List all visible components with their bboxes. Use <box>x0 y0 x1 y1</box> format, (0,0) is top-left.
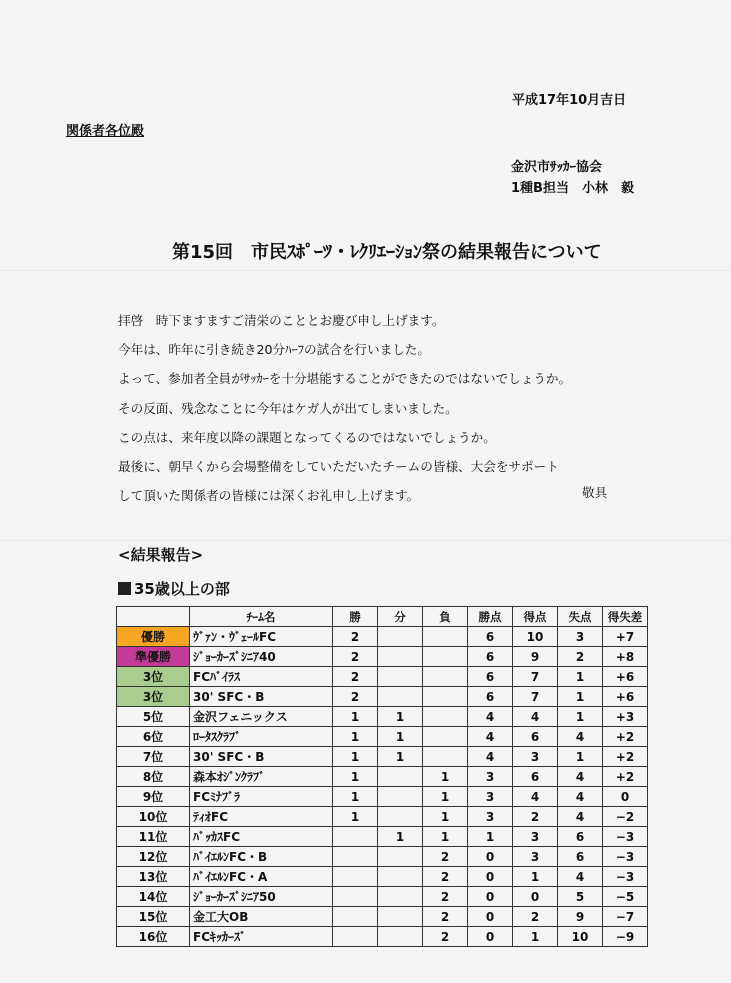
draws-cell <box>378 647 423 667</box>
draws-cell: 1 <box>378 707 423 727</box>
losses-cell: 1 <box>423 787 468 807</box>
draws-cell <box>378 927 423 947</box>
body-line: 今年は、昨年に引き続き20分ﾊｰﾌの試合を行いました。 <box>118 342 430 358</box>
goals-against-cell: 4 <box>558 807 603 827</box>
goals-against-cell: 1 <box>558 667 603 687</box>
losses-cell <box>423 627 468 647</box>
team-name-cell: FCﾐﾅﾌﾞﾗ <box>190 787 333 807</box>
losses-cell: 1 <box>423 827 468 847</box>
rank-cell: 14位 <box>117 887 190 907</box>
rank-cell: 9位 <box>117 787 190 807</box>
losses-cell <box>423 647 468 667</box>
black-square-icon <box>118 582 131 595</box>
losses-cell: 2 <box>423 847 468 867</box>
goals-for-cell: 1 <box>513 927 558 947</box>
goal-diff-cell: 0 <box>603 787 648 807</box>
team-name-cell: 金沢フェニックス <box>190 707 333 727</box>
table-row <box>117 647 648 667</box>
wins-cell: 2 <box>333 627 378 647</box>
goals-against-cell: 4 <box>558 727 603 747</box>
goal-diff-cell: −9 <box>603 927 648 947</box>
rank-cell: 12位 <box>117 847 190 867</box>
header-goals-for: 得点 <box>513 607 558 627</box>
goals-against-cell: 4 <box>558 787 603 807</box>
wins-cell: 1 <box>333 807 378 827</box>
table-header-row <box>117 607 648 627</box>
points-cell: 0 <box>468 867 513 887</box>
goals-for-cell: 1 <box>513 867 558 887</box>
section-heading <box>118 578 230 599</box>
goals-for-cell: 4 <box>513 707 558 727</box>
wins-cell <box>333 887 378 907</box>
goals-for-cell: 3 <box>513 747 558 767</box>
goal-diff-cell: −3 <box>603 827 648 847</box>
table-row <box>117 907 648 927</box>
team-name-cell: ｳﾞｧﾝ・ｳﾞｪｰﾙFC <box>190 627 333 647</box>
letter-body <box>118 306 571 510</box>
team-name-cell: 30' SFC・B <box>190 747 333 767</box>
table-row <box>117 867 648 887</box>
table-row <box>117 747 648 767</box>
losses-cell <box>423 747 468 767</box>
goals-against-cell: 1 <box>558 687 603 707</box>
points-cell: 4 <box>468 707 513 727</box>
goals-for-cell: 7 <box>513 667 558 687</box>
header-draws: 分 <box>378 607 423 627</box>
recipient: 関係者各位殿 <box>66 124 145 139</box>
goals-against-cell: 1 <box>558 747 603 767</box>
rank-cell: 7位 <box>117 747 190 767</box>
goals-against-cell: 6 <box>558 827 603 847</box>
body-line: 拝啓 時下ますますご清栄のこととお慶び申し上げます。 <box>118 313 445 328</box>
losses-cell <box>423 667 468 687</box>
points-cell: 0 <box>468 847 513 867</box>
team-name-cell: ﾃｨｵFC <box>190 807 333 827</box>
rank-cell: 8位 <box>117 767 190 787</box>
goal-diff-cell: +3 <box>603 707 648 727</box>
goal-diff-cell: −7 <box>603 907 648 927</box>
points-cell: 0 <box>468 907 513 927</box>
team-name-cell: ｼﾞｮｰｶｰｽﾞｼﾆｱ50 <box>190 887 333 907</box>
losses-cell: 2 <box>423 867 468 887</box>
table-row <box>117 627 648 647</box>
team-name-cell: 森本ｵｼﾞﾝｸﾗﾌﾞ <box>190 767 333 787</box>
paper-fold <box>0 270 731 271</box>
goals-for-cell: 7 <box>513 687 558 707</box>
sender-org: 金沢市ｻｯｶｰ協会 <box>511 160 603 175</box>
table-row <box>117 807 648 827</box>
document-title: 第15回 市民ｽﾎﾟｰﾂ・ﾚｸﾘｴｰｼｮﾝ祭の結果報告について <box>172 242 602 263</box>
goal-diff-cell: −3 <box>603 847 648 867</box>
goal-diff-cell: +2 <box>603 767 648 787</box>
goals-for-cell: 2 <box>513 907 558 927</box>
goal-diff-cell: +6 <box>603 667 648 687</box>
goals-against-cell: 3 <box>558 627 603 647</box>
results-heading: <結果報告> <box>118 546 204 564</box>
points-cell: 6 <box>468 627 513 647</box>
team-name-cell: ﾊﾞｲｴﾙﾝFC・B <box>190 847 333 867</box>
wins-cell: 1 <box>333 767 378 787</box>
closing-word: 敬具 <box>582 485 608 500</box>
sender-block <box>511 157 634 199</box>
goals-for-cell: 0 <box>513 887 558 907</box>
draws-cell <box>378 887 423 907</box>
wins-cell: 2 <box>333 647 378 667</box>
body-line: この点は、来年度以降の課題となってくるのではないでしょうか。 <box>118 429 496 445</box>
points-cell: 6 <box>468 647 513 667</box>
table-row <box>117 787 648 807</box>
table-row <box>117 707 648 727</box>
draws-cell: 1 <box>378 827 423 847</box>
points-cell: 1 <box>468 827 513 847</box>
goals-against-cell: 1 <box>558 707 603 727</box>
losses-cell <box>423 707 468 727</box>
points-cell: 4 <box>468 747 513 767</box>
wins-cell: 2 <box>333 687 378 707</box>
header-team: ﾁｰﾑ名 <box>190 607 333 627</box>
team-name-cell: FCｷｯｶｰｽﾞ <box>190 927 333 947</box>
header-losses: 負 <box>423 607 468 627</box>
points-cell: 3 <box>468 787 513 807</box>
draws-cell <box>378 787 423 807</box>
table-row <box>117 667 648 687</box>
header-goal-diff: 得失差 <box>603 607 648 627</box>
goals-for-cell: 4 <box>513 787 558 807</box>
goal-diff-cell: +7 <box>603 627 648 647</box>
rank-cell: 10位 <box>117 807 190 827</box>
rank-cell: 15位 <box>117 907 190 927</box>
team-name-cell: ｼﾞｮｰｶｰｽﾞｼﾆｱ40 <box>190 647 333 667</box>
draws-cell: 1 <box>378 747 423 767</box>
goal-diff-cell: +2 <box>603 727 648 747</box>
draws-cell <box>378 627 423 647</box>
draws-cell <box>378 687 423 707</box>
goals-against-cell: 4 <box>558 867 603 887</box>
team-name-cell: 金工大OB <box>190 907 333 927</box>
wins-cell: 1 <box>333 707 378 727</box>
goals-for-cell: 9 <box>513 647 558 667</box>
goals-against-cell: 4 <box>558 767 603 787</box>
sender-person: 1種B担当 小林 毅 <box>511 181 634 196</box>
table-row <box>117 767 648 787</box>
rank-cell: 優勝 <box>117 627 190 647</box>
points-cell: 6 <box>468 667 513 687</box>
team-name-cell: ﾊﾞｲｴﾙﾝFC・A <box>190 867 333 887</box>
losses-cell: 1 <box>423 807 468 827</box>
rank-cell: 16位 <box>117 927 190 947</box>
goals-against-cell: 2 <box>558 647 603 667</box>
draws-cell <box>378 907 423 927</box>
team-name-cell: FCﾊﾞｲﾗｽ <box>190 667 333 687</box>
team-name-cell: ﾛｰﾀｽｸﾗﾌﾞ <box>190 727 333 747</box>
goals-for-cell: 10 <box>513 627 558 647</box>
wins-cell <box>333 927 378 947</box>
rank-cell: 13位 <box>117 867 190 887</box>
header-goals-against: 失点 <box>558 607 603 627</box>
draws-cell <box>378 867 423 887</box>
goal-diff-cell: −3 <box>603 867 648 887</box>
losses-cell: 1 <box>423 767 468 787</box>
goal-diff-cell: +6 <box>603 687 648 707</box>
table-row <box>117 887 648 907</box>
results-table <box>116 606 648 947</box>
header-wins: 勝 <box>333 607 378 627</box>
body-line: その反面、残念なことに今年はケガ人が出てしまいました。 <box>118 400 458 416</box>
header-points: 勝点 <box>468 607 513 627</box>
table-row <box>117 927 648 947</box>
body-line: して頂いた関係者の皆様には深くお礼申し上げます。 <box>118 488 420 504</box>
points-cell: 0 <box>468 887 513 907</box>
losses-cell: 2 <box>423 927 468 947</box>
losses-cell: 2 <box>423 907 468 927</box>
losses-cell <box>423 727 468 747</box>
goals-against-cell: 9 <box>558 907 603 927</box>
points-cell: 4 <box>468 727 513 747</box>
wins-cell <box>333 827 378 847</box>
wins-cell <box>333 867 378 887</box>
losses-cell: 2 <box>423 887 468 907</box>
losses-cell <box>423 687 468 707</box>
draws-cell <box>378 847 423 867</box>
goal-diff-cell: +2 <box>603 747 648 767</box>
rank-cell: 6位 <box>117 727 190 747</box>
paper-fold <box>0 540 731 541</box>
header-rank <box>117 607 190 627</box>
draws-cell <box>378 667 423 687</box>
rank-cell: 3位 <box>117 667 190 687</box>
wins-cell: 2 <box>333 667 378 687</box>
points-cell: 3 <box>468 807 513 827</box>
goals-against-cell: 10 <box>558 927 603 947</box>
body-line: よって、参加者全員がｻｯｶｰを十分堪能することができたのではないでしょうか。 <box>118 371 572 387</box>
goals-for-cell: 6 <box>513 767 558 787</box>
goal-diff-cell: −2 <box>603 807 648 827</box>
goal-diff-cell: −5 <box>603 887 648 907</box>
wins-cell <box>333 907 378 927</box>
goals-for-cell: 3 <box>513 847 558 867</box>
table-row <box>117 847 648 867</box>
draws-cell <box>378 807 423 827</box>
document-date: 平成17年10月吉日 <box>512 93 627 108</box>
table-row <box>117 727 648 747</box>
goals-for-cell: 2 <box>513 807 558 827</box>
points-cell: 6 <box>468 687 513 707</box>
goal-diff-cell: +8 <box>603 647 648 667</box>
rank-cell: 準優勝 <box>117 647 190 667</box>
draws-cell: 1 <box>378 727 423 747</box>
results-table-body <box>117 627 648 947</box>
draws-cell <box>378 767 423 787</box>
section-heading-text: 35歳以上の部 <box>134 580 230 598</box>
rank-cell: 11位 <box>117 827 190 847</box>
wins-cell: 1 <box>333 747 378 767</box>
goals-against-cell: 6 <box>558 847 603 867</box>
rank-cell: 3位 <box>117 687 190 707</box>
goals-for-cell: 3 <box>513 827 558 847</box>
wins-cell: 1 <box>333 787 378 807</box>
wins-cell: 1 <box>333 727 378 747</box>
team-name-cell: 30' SFC・B <box>190 687 333 707</box>
body-line: 最後に、朝早くから会場整備をしていただいたチームの皆様、大会をサポート <box>118 459 559 475</box>
wins-cell <box>333 847 378 867</box>
table-row <box>117 827 648 847</box>
rank-cell: 5位 <box>117 707 190 727</box>
team-name-cell: ﾊﾞｯｶｽFC <box>190 827 333 847</box>
goals-for-cell: 6 <box>513 727 558 747</box>
points-cell: 3 <box>468 767 513 787</box>
points-cell: 0 <box>468 927 513 947</box>
table-row <box>117 687 648 707</box>
goals-against-cell: 5 <box>558 887 603 907</box>
